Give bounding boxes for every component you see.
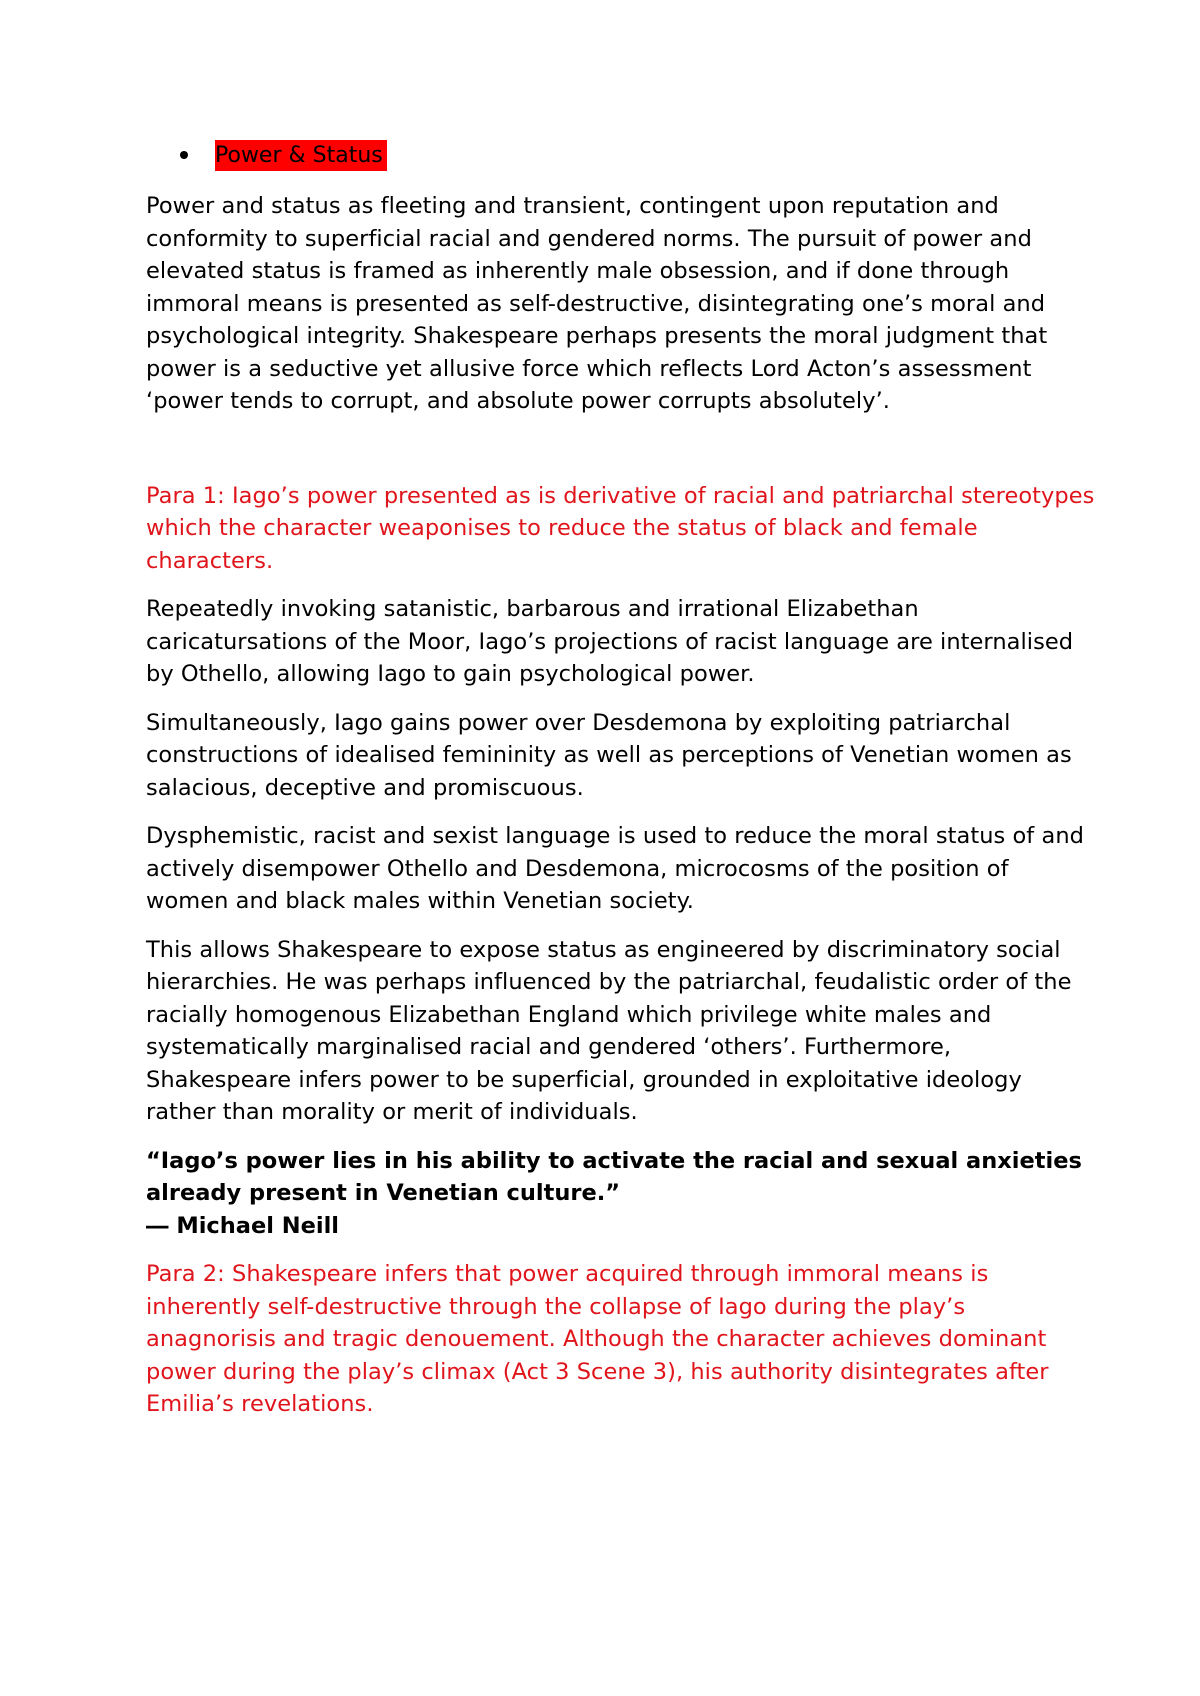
para1-body-1: Repeatedly invoking satanistic, barbarous and irrational Elizabethan caricatursations of the Moor, Iago’s projections of racist language are internalised by Othello, allowing Iago to gain psychological power. bbox=[146, 596, 1074, 687]
document-body bbox=[146, 140, 1096, 1437]
spacer bbox=[146, 434, 1096, 480]
critic-quote bbox=[146, 1145, 1096, 1243]
quote-attribution: ― Michael Neill bbox=[146, 1212, 340, 1239]
intro-paragraph: Power and status as fleeting and transient, contingent upon reputation and conformity to superficial racial and gendered norms. The pursuit of power and elevated status is framed as inherently male obsession, and if done through immoral means is presented as self-destructive, disintegrating one’s moral and psychological integrity. Shakespeare perhaps presents the moral judgment that power is a seductive yet allusive force which reflects Lord Acton’s assessment ‘power tends to corrupt, and absolute power corrupts absolutely’. bbox=[146, 193, 1048, 414]
bullet-icon bbox=[180, 151, 188, 159]
para1-body-4: This allows Shakespeare to expose status as engineered by discriminatory social hierarchies. He was perhaps influenced by the patriarchal, feudalistic order of the racially homogenous Elizabethan England which privilege white males and systematically marginalised racial and gendered ‘others’. Furthermore, Shakespeare infers power to be superficial, grounded in exploitative ideology rather than morality or merit of individuals. bbox=[146, 936, 1072, 1125]
para1-body-3: Dysphemistic, racist and sexist language is used to reduce the moral status of and actively disempower Othello and Desdemona, microcosms of the position of women and black males within Venetian society. bbox=[146, 823, 1084, 914]
para2-heading: Para 2: Shakespeare infers that power acquired through immoral means is inherently self-destructive through the collapse of Iago during the play’s anagnorisis and tragic denouement. Although the character achieves dominant power during the play’s climax (Act 3 Scene 3), his authority disintegrates after Emilia’s revelations. bbox=[146, 1261, 1049, 1417]
para1-body-2: Simultaneously, Iago gains power over Desdemona by exploiting patriarchal constructions of idealised femininity as well as perceptions of Venetian women as salacious, deceptive and promiscuous. bbox=[146, 709, 1072, 801]
para1-heading: Para 1: Iago’s power presented as is derivative of racial and patriarchal stereotypes which the character weaponises to reduce the status of black and female characters. bbox=[146, 482, 1095, 574]
quote-text: “Iago’s power lies in his ability to activate the racial and sexual anxieties already present in Venetian culture.” bbox=[146, 1147, 1082, 1206]
heading-title: Power & Status bbox=[215, 140, 387, 171]
section-heading bbox=[180, 140, 1096, 180]
